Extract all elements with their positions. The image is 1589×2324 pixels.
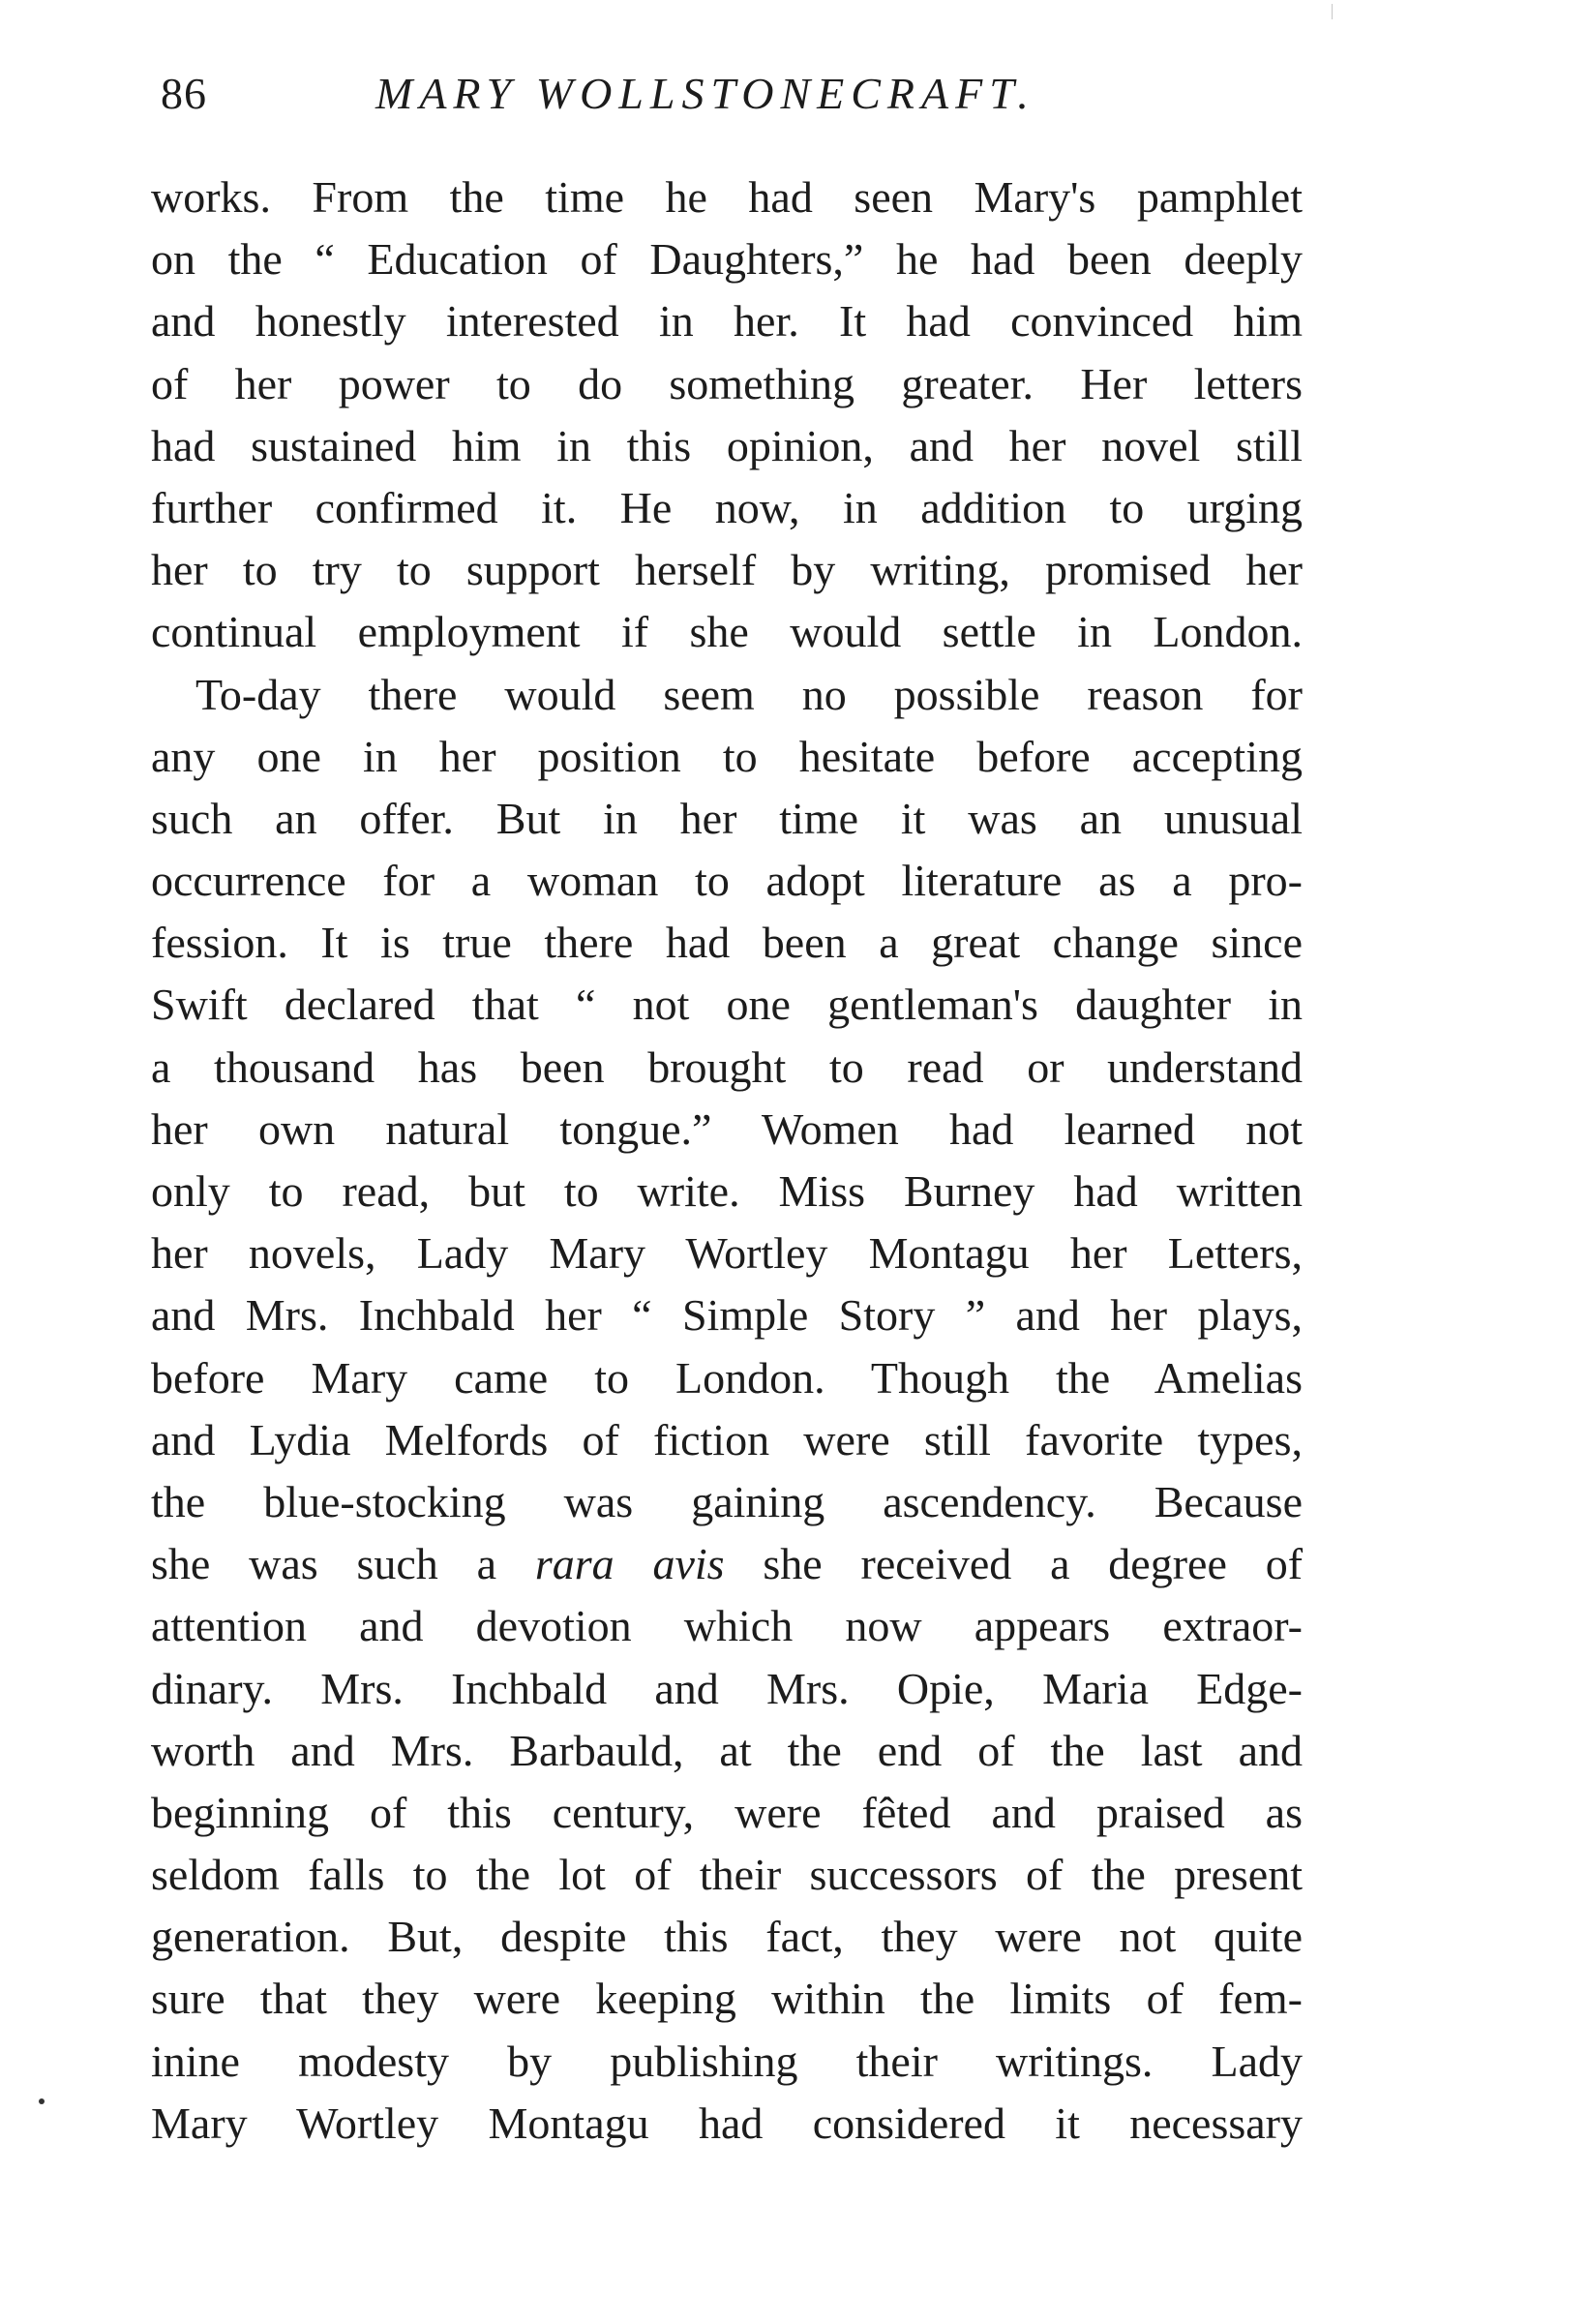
text-line-with-italic	[151, 1533, 1303, 1595]
text-line: had sustained him in this opinion, and her novel still	[151, 420, 1303, 470]
text-line: attention and devotion which now appears extraor-	[151, 1601, 1303, 1651]
scan-mark	[1332, 4, 1333, 19]
text-line: Mary Wortley Montagu had considered it necessary	[151, 2098, 1303, 2148]
text-line: seldom falls to the lot of their successors of the present	[151, 1850, 1303, 1900]
text-fragment: she received a degree of	[763, 1539, 1304, 1589]
text-line: Swift declared that “ not one gentleman's daughter in	[151, 980, 1303, 1030]
text-line: on the “ Education of Daughters,” he had been deeply	[151, 234, 1303, 285]
text-line: works. From the time he had seen Mary's pamphlet	[151, 172, 1303, 222]
text-line: and Lydia Melfords of fiction were still favorite types,	[151, 1414, 1303, 1464]
text-line: only to read, but to write. Miss Burney had written	[151, 1166, 1303, 1216]
text-line: dinary. Mrs. Inchbald and Mrs. Opie, Maria Edge-	[151, 1663, 1303, 1713]
text-line: her novels, Lady Mary Wortley Montagu her Letters,	[151, 1228, 1303, 1279]
text-line: her to try to support herself by writing, promised her	[151, 545, 1303, 595]
text-line: her own natural tongue.” Women had learned not	[151, 1103, 1303, 1154]
text-line: of her power to do something greater. Her letters	[151, 358, 1303, 408]
text-line: the blue-stocking was gaining ascendency. Because	[151, 1476, 1303, 1526]
text-line: inine modesty by publishing their writings. Lady	[151, 2036, 1303, 2086]
text-fragment: she was such a	[151, 1539, 497, 1589]
text-line: any one in her position to hesitate before accepting	[151, 731, 1303, 781]
text-line: fession. It is true there had been a great change since	[151, 918, 1303, 968]
text-line: occurrence for a woman to adopt literature as a pro-	[151, 856, 1303, 906]
text-line: generation. But, despite this fact, they were not quite	[151, 1912, 1303, 1962]
italic-phrase: rara avis	[534, 1539, 725, 1589]
margin-speck	[39, 2098, 45, 2104]
text-line: such an offer. But in her time it was an unusual	[151, 793, 1303, 843]
text-line: and honestly interested in her. It had convinced him	[151, 296, 1303, 347]
body-text	[151, 166, 1303, 2155]
text-line: worth and Mrs. Barbauld, at the end of the last and	[151, 1725, 1303, 1775]
text-line: continual employment if she would settle in London.	[151, 607, 1303, 657]
text-line: beginning of this century, were fêted and praised as	[151, 1787, 1303, 1837]
text-line: To-day there would seem no possible reason for	[195, 669, 1303, 719]
text-line: sure that they were keeping within the limits of fem-	[151, 1974, 1303, 2024]
running-title: MARY WOLLSTONECRAFT.	[375, 69, 1035, 118]
text-line: further confirmed it. He now, in addition to urging	[151, 482, 1303, 532]
text-line: before Mary came to London. Though the Amelias	[151, 1352, 1303, 1403]
page-number: 86	[161, 69, 207, 118]
page-header	[151, 60, 1312, 128]
text-line: and Mrs. Inchbald her “ Simple Story ” and her plays,	[151, 1290, 1303, 1341]
text-line: a thousand has been brought to read or understand	[151, 1041, 1303, 1092]
